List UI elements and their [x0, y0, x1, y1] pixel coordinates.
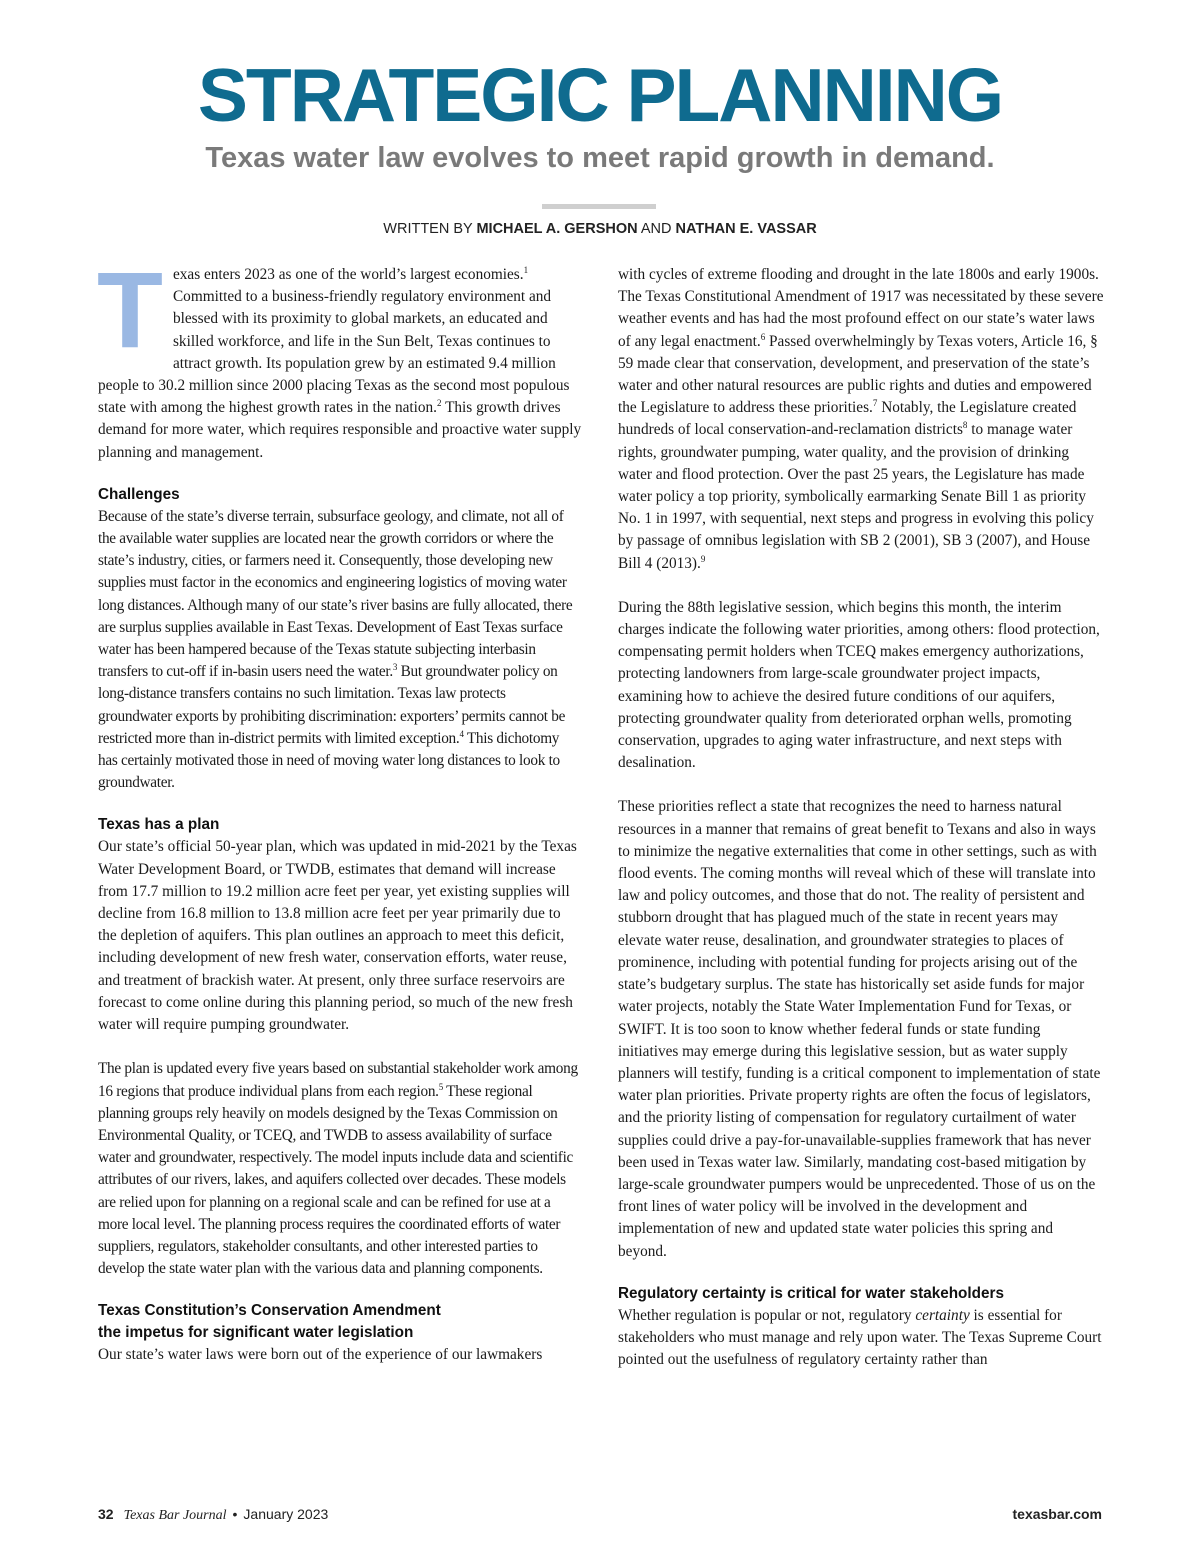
byline	[0, 221, 1200, 237]
article-column-right	[618, 264, 1104, 1371]
footnote-ref: 8	[962, 420, 968, 431]
journal-name: Texas Bar Journal	[123, 1508, 227, 1523]
plan-text: The plan is updated every five years based on substantial stakeholder work among 16 regions that produce individual plans from each region.	[98, 1060, 578, 1100]
footnote-ref: 3	[392, 662, 398, 673]
footer-left	[98, 1506, 328, 1524]
footnote-ref: 9	[700, 553, 706, 564]
page-title: STRATEGIC PLANNING	[197, 53, 1003, 137]
amendment-text: with cycles of extreme flooding and drought in the late 1800s and early 1900s. The Texas Constitutional Amendment of 1917 was necessitated by these severe weather events and has had the most profound effect on our state’s water laws of any legal enactment.	[618, 266, 1104, 350]
section-heading-certainty: Regulatory certainty is critical for water stakeholders	[618, 1284, 1004, 1302]
legislative-session-paragraph: During the 88th legislative session, which begins this month, the interim charges indicate the following water priorities, among others: flood protection, compensating permit holders when TCEQ makes emergency authorizations, protecting landowners from large-scale groundwater project impacts, examining how to achieve the desired future conditions of our aquifers, protecting groundwater quality from deteriorated orphan wells, promoting conservation, upgrades to aging water infrastructure, and next steps with desalination.	[618, 598, 1100, 772]
challenges-text: Because of the state’s diverse terrain, subsurface geology, and climate, not all of the available water supplies are located near the growth corridors or where the state’s industry, cities, or farmers need it. Consequently, those developing new supplies must factor in the economics and engineering logistics of moving water long distances. Although many of our state’s river basins are fully allocated, there are surplus supplies available in East Texas. Development of East Texas surface water has been hampered because of the Texas statute subjecting interbasin transfers to cut-off if in-basin users need the water.	[98, 507, 573, 681]
plan-paragraph: Our state’s official 50-year plan, which was updated in mid-2021 by the Texas Water Development Board, or TWDB, estimates that demand will increase from 17.7 million to 19.2 million acre feet per year, yet existing supplies will decline from 16.8 million to 13.8 million acre feet per year primarily due to the depletion of aquifers. This plan outlines an approach to meet this deficit, including development of new fresh water, conservation efforts, water reuse, and treatment of brackish water. At present, only three surface reservoirs are forecast to come online during this planning period, so much of the new fresh water will require pumping groundwater.	[98, 838, 577, 1034]
page-number: 32	[98, 1506, 114, 1522]
author-name: MICHAEL A. GERSHON	[476, 221, 638, 237]
intro-text: Committed to a business-friendly regulatory environment and blessed with its proximity to global markets, an educated and skilled workforce, and life in the Sun Belt, Texas continues to attract growth. Its population grew by an estimated 9.4 million people to 30.2 million since 2000 placing Texas as the second most populous state with among the highest growth rates in the nation.	[98, 288, 570, 417]
footnote-ref: 1	[523, 264, 529, 275]
author-name: NATHAN E. VASSAR	[675, 221, 817, 237]
footnote-ref: 5	[438, 1081, 443, 1092]
footnote-ref: 2	[437, 398, 442, 409]
section-heading-challenges: Challenges	[98, 485, 180, 503]
drop-cap: T	[97, 249, 163, 370]
article-column-left	[97, 249, 582, 1367]
certainty-paragraph	[618, 1305, 1104, 1372]
plan-text: These regional planning groups rely heavily on models designed by the Texas Commission on Environmental Quality, or TCEQ, and TWDB to assess availability of surface water and groundwater, respectively. The model inputs include data and scientific attributes of our rivers, lakes, and aquifers collected over decades. These models are relied upon for planning on a regional scale and can be refined for use at a more local level. The planning process requires the coordinated efforts of water suppliers, regulators, stakeholder consultants, and other interested parties to develop the state water plan with the various data and planning components.	[98, 1082, 574, 1278]
heading-line: Texas Constitution’s Conservation Amendment	[98, 1302, 441, 1320]
footnote-ref: 4	[459, 728, 464, 739]
intro-paragraph	[97, 249, 582, 464]
certainty-text: is essential for stakeholders who must manage and rely upon water. The Texas Supreme Court pointed out the usefulness of regulatory certainty rather than	[618, 1306, 1102, 1369]
challenges-text: This dichotomy has certainly motivated those in need of moving water long distances to look to groundwater.	[98, 729, 560, 792]
footnote-ref: 7	[872, 398, 878, 409]
amendment-text: Passed overwhelmingly by Texas voters, Article 16, § 59 made clear that conservation, development, and preservation of the state’s water and other natural resources are public rights and duties and empowered the Legislature to address these priorities.	[618, 332, 1098, 417]
amendment-text: to manage water rights, groundwater pumping, water quality, and the provision of drinking water and flood protection. Over the past 25 years, the Legislature has made water policy a top priority, symbolically earmarking Senate Bill 1 as priority No. 1 in 1997, with sequential, next steps and progress in evolving this policy by passage of omnibus legislation with SB 2 (2001), SB 3 (2007), and House Bill 4 (2013).	[618, 421, 1094, 572]
challenges-paragraph	[98, 506, 582, 795]
section-heading-amendment	[98, 1300, 582, 1344]
footnote-ref: 6	[760, 331, 766, 342]
plan-paragraph	[98, 1058, 582, 1280]
byline-prefix: WRITTEN BY	[383, 221, 477, 237]
title-divider	[542, 204, 656, 209]
amendment-paragraph-start: Our state’s water laws were born out of the experience of our lawmakers	[98, 1346, 543, 1364]
footer-bullet: •	[232, 1506, 238, 1522]
website-link[interactable]: texasbar.com	[1012, 1506, 1102, 1522]
issue-date: January 2023	[243, 1506, 329, 1522]
page-footer	[98, 1506, 1102, 1526]
amendment-paragraph-continued	[618, 264, 1104, 575]
challenges-text: But groundwater policy on long-distance transfers contains no such limitation. Texas law protects groundwater exports by prohibiting discrimination: exporters’ permits cannot be restricted more than in-district permits with limited exception.	[98, 663, 566, 747]
intro-text: This growth drives demand for more water, which requires responsible and proactive water supply planning and management.	[98, 399, 582, 461]
heading-line: the impetus for significant water legislation	[98, 1324, 414, 1342]
amendment-text: Notably, the Legislature created hundreds of local conservation-and-reclamation districts	[618, 399, 1077, 439]
intro-text: exas enters 2023 as one of the world’s largest economies.	[172, 266, 524, 283]
page-subtitle: Texas water law evolves to meet rapid growth in demand.	[205, 142, 995, 174]
section-heading-plan: Texas has a plan	[98, 816, 220, 834]
priorities-paragraph: These priorities reflect a state that recognizes the need to harness natural resources in a manner that remains of great benefit to Texans and also in ways to minimize the negative externalities that come in other settings, such as with flood events. The coming months will reveal which of these will translate into law and policy outcomes, and those that do not. The reality of persistent and stubborn drought that has plagued much of the state in recent years may elevate water reuse, desalination, and groundwater strategies to places of prominence, including with potential funding for projects arising out of the state’s budgetary surplus. The state has historically set aside funds for major water projects, notably the State Water Implementation Fund for Texas, or SWIFT. It is too soon to know whether federal funds or state funding initiatives may emerge during this legislative session, but as water supply planners will testify, funding is a critical component to implementation of state water plan priorities. Private property rights are often the focus of legislators, and the priority listing of compensation for regulatory curtailment of water supplies could drive a pay-for-unavailable-supplies framework that has never been used in Texas water law. Similarly, mandating cost-based mitigation by large-scale groundwater pumpers would be unprecedented. Those of us on the front lines of water policy will be involved in the development and implementation of new and updated state water policies this spring and beyond.	[618, 798, 1101, 1260]
byline-conjunction: AND	[637, 221, 676, 237]
certainty-emphasis: certainty	[915, 1306, 970, 1324]
certainty-text: Whether regulation is popular or not, regulatory	[618, 1306, 916, 1324]
